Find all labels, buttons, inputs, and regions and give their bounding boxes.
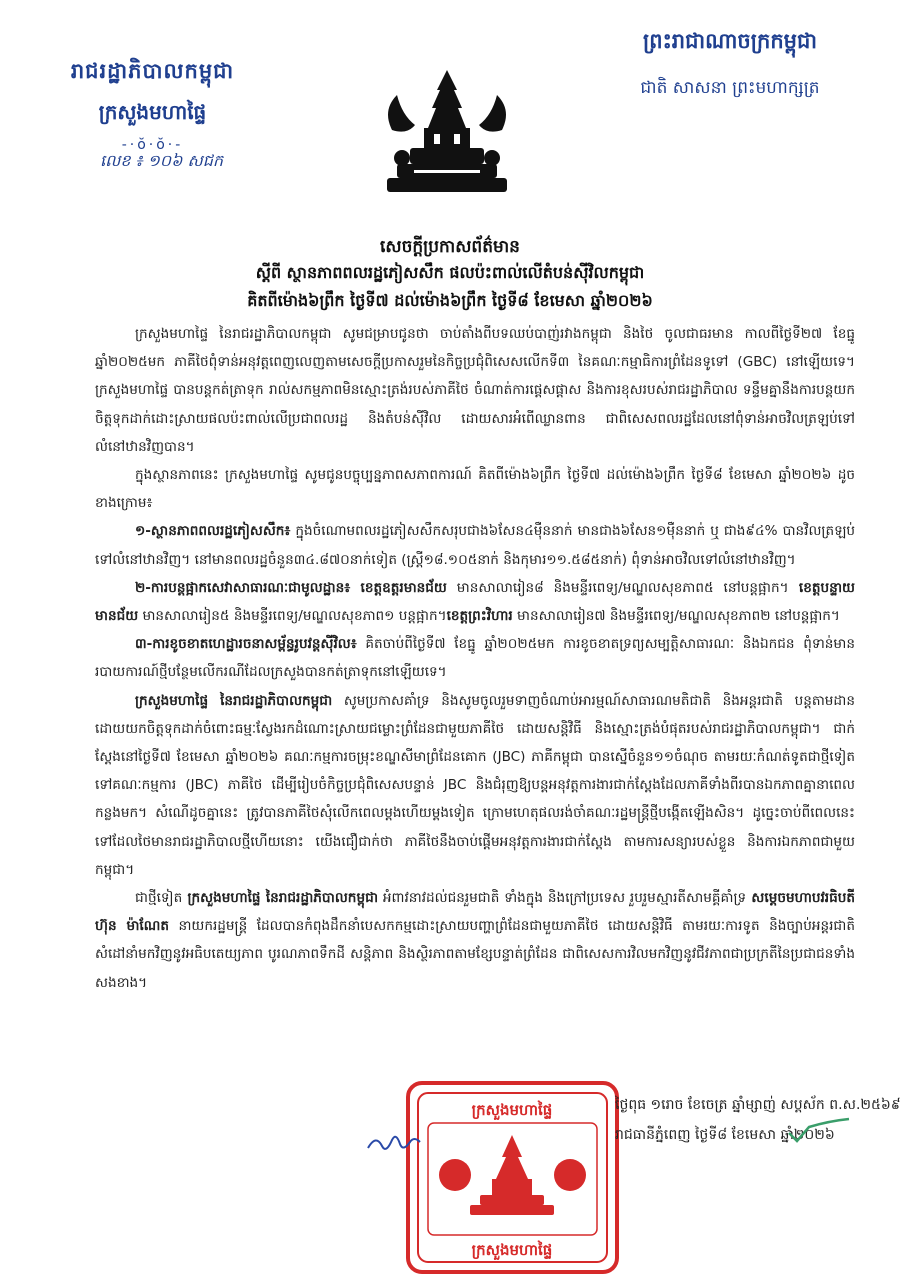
ministry-seal-icon <box>400 1075 625 1280</box>
section-label: ៣-ការខូចខាតហេដ្ឋារចនាសម្ព័ន្ធរូបវន្តស៊ីវិល៖ <box>135 636 357 653</box>
section-text: គិតចាប់ពីថ្ងៃទី៧ ខែធ្នូ ឆ្នាំ២០២៥មក ការខូចខាតទ្រព្យសម្បត្តិសាធារណៈ និងឯកជន ពុំទាន់មានរបាយការណ៍ថ្មីបន្ថែមលើករណីដែលក្រសួងបានកត់ត្រាទុកនៅឡើយទេ។ <box>95 636 855 681</box>
paragraph-services <box>95 574 855 630</box>
document-subject: ស្តីពី ស្ថានភាពពលរដ្ឋភៀសសឹក ផលប៉ះពាល់លើតំបន់ស៊ីវិលកម្ពុជា <box>255 263 645 282</box>
document-period: គិតពីម៉ោង៦ព្រឹក ថ្ងៃទី៧ ដល់ម៉ោង៦ព្រឹក ថ្ងៃទី៨ ខែមេសា ឆ្នាំ២០២៦ <box>247 291 653 310</box>
lunar-date: ថ្ងៃពុធ ១រោច ខែចេត្រ ឆ្នាំម្សាញ់ សប្តស័ក ព.ស.២៥៦៩ <box>615 1097 901 1113</box>
paragraph-appeal <box>95 884 855 997</box>
section-text: មានសាលារៀន៨ និងមន្ទីរពេទ្យ/មណ្ឌលសុខភាព៥ នៅបន្តផ្អាក។ <box>446 579 789 596</box>
paragraph-update: ក្នុងស្ថានភាពនេះ ក្រសួងមហាផ្ទៃ សូមជូនបច្ចុប្បន្នភាពសភាពការណ៍ គិតពីម៉ោង៦ព្រឹក ថ្ងៃទី៧ ដល់ម៉ោង៦ព្រឹក ថ្ងៃទី៨ ខែមេសា ឆ្នាំ២០២៦ ដូចខាងក្រោម៖ <box>95 467 855 512</box>
seal-top-text: ក្រសួងមហាផ្ទៃ <box>471 1101 553 1119</box>
ministry-name: ក្រសួងមហាផ្ទៃ <box>98 100 207 124</box>
national-motto: ជាតិ សាសនា ព្រះមហាក្សត្រ <box>640 78 820 98</box>
section-text: មានសាលារៀន៧ និងមន្ទីរពេទ្យ/មណ្ឌលសុខភាព២ នៅបន្តផ្អាក។ <box>512 608 840 625</box>
issuer-block <box>40 58 265 153</box>
document-body <box>95 320 855 997</box>
section-text: ក្នុងចំណោមពលរដ្ឋភៀសសឹកសរុបជាង៦សែន៤ម៉ឺននាក់ មានជាង៦សែន១ម៉ឺននាក់ ឬ ជាង៩៤% បានវិលត្រឡប់ទៅលំនៅឋានវិញ។ នៅមានពលរដ្ឋចំនួន៣៤.៨៧០នាក់ទៀត (ស្ត្រី១៨.១០៥នាក់ និងកុមារ១១.៥៨៥នាក់) ពុំទាន់អាចវិលទៅលំនៅឋានវិញ។ <box>95 523 855 568</box>
kingdom-name: ព្រះរាជាណាចក្រកម្ពុជា <box>642 29 817 53</box>
government-name: រាជរដ្ឋាភិបាលកម្ពុជា <box>70 59 235 83</box>
header-ornament: -·ŏ·ŏ·- <box>121 137 184 153</box>
document-title: សេចក្តីប្រកាសព័ត៌មាន <box>380 237 520 257</box>
section-text: សូមប្រកាសគាំទ្រ និងសូមចូលរួមទាញចំណាប់អារម្មណ៍សាធារណមតិជាតិ និងអន្តរជាតិ បន្តតាមដានដោយយកចិត្តទុកដាក់ចំពោះធម្មៈស្វែងរកដំណោះស្រាយជម្លោះព្រំដែនជាមួយភាគីថៃ ដោយសន្តិវិធី និងស្មោះត្រង់បំផុតរបស់រាជរដ្ឋាភិបាលកម្ពុជា។ ជាក់ស្តែងនៅថ្ងៃទី៧ ខែមេសា ឆ្នាំ២០២៦ គណៈកម្មការចម្រុះខណ្ឌសីមាព្រំដែនគោក (JBC) ភាគីកម្ពុជា បានស្នើចំនួន១១ចំណុច តាមរយៈកំណត់ទូតជាថ្មីទៀតទៅគណៈកម្មការ (JBC) ភាគីថៃ ដើម្បីរៀបចំកិច្ចប្រជុំពិសេសបន្ទាន់ JBC និងជំរុញឱ្យបន្តអនុវត្តការងារជាក់ស្តែងដែលភាគីទាំងពីរបានឯកភាពគ្នានាពេលកន្លងមក។ សំណើដូចគ្នានេះ ត្រូវបានភាគីថៃសុំលើកពេលម្តងហើយម្តងទៀត ក្រោមហេតុផលរង់ចាំគណៈរដ្ឋមន្ត្រីថ្មីបង្កើតឡើងសិន។ ដូច្នេះចាប់ពីពេលនេះទៅដែលថៃមានរាជរដ្ឋាភិបាលថ្មីហើយនោះ យើងជឿជាក់ថា ភាគីថៃនឹងចាប់ផ្តើមអនុវត្តការងារជាក់ស្តែង តាមការសន្យារបស់ខ្លួន និងការឯកភាពជាមួយកម្ពុជា។ <box>95 692 855 878</box>
kingdom-block <box>590 28 870 102</box>
paragraph-damage <box>95 630 855 686</box>
solar-date: រាជធានីភ្នំពេញ ថ្ងៃទី៨ ខែមេសា ឆ្នាំ២០២៦ <box>615 1127 835 1143</box>
section-text: ជាថ្មីទៀត <box>135 890 183 907</box>
prime-minister-name: សម្តេចមហាបវរធិបតី ហ៊ុន ម៉ាណែត <box>95 890 855 935</box>
paragraph-refugees <box>95 517 855 573</box>
province-name: ខេត្តព្រះវិហារ <box>446 608 513 625</box>
section-label: ២-ការបន្តផ្អាកសេវាសាធារណៈជាមូលដ្ឋាន៖ <box>135 579 351 596</box>
section-text: មានសាលារៀន៥ និងមន្ទីរពេទ្យ/មណ្ឌលសុខភាព១ បន្តផ្អាក។ <box>138 608 447 625</box>
section-text: អំពាវនាវដល់ជនរួមជាតិ ទាំងក្នុង និងក្រៅប្រទេស រួបរួមស្មារតីសាមគ្គីគាំទ្រ <box>378 890 747 907</box>
province-name: ខេត្តឧត្តរមានជ័យ <box>350 579 447 596</box>
ministry-mention: ក្រសួងមហាផ្ទៃ នៃរាជរដ្ឋាភិបាលកម្ពុជា <box>182 890 379 907</box>
check-mark-icon <box>785 1115 855 1145</box>
ministry-mention: ក្រសួងមហាផ្ទៃ នៃរាជរដ្ឋាភិបាលកម្ពុជា <box>135 692 333 709</box>
paragraph-support <box>95 687 855 884</box>
reference-number: លេខ ៖ ១០៦ សជក <box>100 151 224 170</box>
seal-bottom-text: ក្រសួងមហាផ្ទៃ <box>471 1241 553 1259</box>
province-name: ខេត្តបន្ទាយមានជ័យ <box>95 579 855 625</box>
section-text: នាយករដ្ឋមន្ត្រី ដែលបានកំពុងដឹកនាំបេសកកម្មដោះស្រាយបញ្ហាព្រំដែនជាមួយភាគីថៃ ដោយសន្តិវិធី តាមរយៈការទូត និងច្បាប់អន្តរជាតិ សំដៅនាំមកវិញនូវអធិបតេយ្យភាព បូរណភាពទឹកដី សន្តិភាព និងស្ថិរភាពតាមខ្សែបន្ទាត់ព្រំដែន ជាពិសេសការវិលមកវិញនូវជីវភាពជាប្រក្រតីនៃប្រជាជនទាំងសងខាង។ <box>95 918 855 991</box>
paragraph-intro: ក្រសួងមហាផ្ទៃ នៃរាជរដ្ឋាភិបាលកម្ពុជា សូមជម្រាបជូនថា ចាប់តាំងពីបទឈប់បាញ់រវាងកម្ពុជា និងថៃ ចូលជាធរមាន កាលពីថ្ងៃទី២៧ ខែធ្នូ ឆ្នាំ២០២៥មក ភាគីថៃពុំទាន់អនុវត្តពេញលេញតាមសេចក្តីប្រកាសរួមនៃកិច្ចប្រជុំពិសេសលើកទី៣ នៃគណៈកម្មាធិការព្រំដែនទូទៅ (GBC) នៅឡើយទេ។ ក្រសួងមហាផ្ទៃ បានបន្តកត់ត្រាទុក រាល់សកម្មភាពមិនស្មោះត្រង់របស់ភាគីថៃ ចំណាត់ការផ្តេសផ្តាស និងការខុសរបស់រាជរដ្ឋាភិបាល ទន្ទឹមគ្នានឹងការបន្តយកចិត្តទុកដាក់ដោះស្រាយផលប៉ះពាល់លើប្រជាពលរដ្ឋ និងតំបន់ស៊ីវិល ដោយសារអំពើឈ្លានពាន ជាពិសេសពលរដ្ឋដែលនៅពុំទាន់អាចវិលត្រឡប់ទៅលំនៅឋានវិញបាន។ <box>95 326 855 455</box>
section-label: ១-ស្ថានភាពពលរដ្ឋភៀសសឹក៖ <box>135 523 291 540</box>
angkor-emblem-icon <box>362 60 532 210</box>
signature-mark-icon <box>365 1128 435 1158</box>
